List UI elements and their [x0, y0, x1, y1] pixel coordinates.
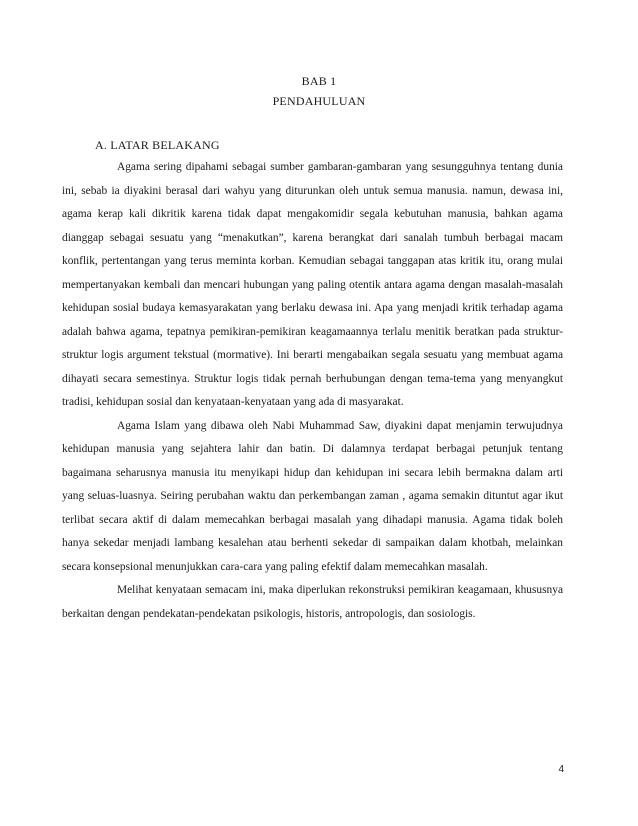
body-text — [62, 156, 563, 626]
paragraph-3: Melihat kenyataan semacam ini, maka diperlukan rekonstruksi pemikiran keagamaan, khususnya berkaitan dengan pendekatan-pendekatan psikologis, historis, antropologis, dan sosiologis. — [62, 584, 563, 620]
paragraph-1: Agama sering dipahami sebagai sumber gambaran-gambaran yang sesungguhnya tentang dunia ini, sebab ia diyakini berasal dari wahyu yang diturunkan oleh untuk semua manusia. namun, dewasa ini, agama kerap kali dikritik karena tidak dapat mengakomidir segala kebutuhan manusia, bahkan agama dianggap sebagai sesuatu yang “menakutkan”, karena berangkat dari sanalah tumbuh berbagai macam konflik, pertentangan yang terus meminta korban. Kemudian sebagai tanggapan atas kritik itu, orang mulai mempertanyakan kembali dan mencari hubungan yang paling otentik antara agama dengan masalah-masalah kehidupan sosial budaya kemasyarakatan yang berlaku dewasa ini. Apa yang menjadi kritik terhadap agama adalah bahwa agama, tepatnya pemikiran-pemikiran keagamaannya terlalu menitik beratkan pada struktur-struktur logis argument tekstual (mormative). Ini berarti mengabaikan segala sesuatu yang membuat agama dihayati secara semestinya. Struktur logis tidak pernah berhubungan dengan tema-tema yang menyangkut tradisi, kehidupan sosial dan kenyataan-kenyataan yang ada di masyarakat. — [62, 161, 563, 408]
chapter-title: PENDAHULUAN — [272, 94, 366, 108]
chapter-label: BAB 1 — [301, 74, 337, 88]
page-number: 4 — [558, 764, 564, 775]
paragraph-2: Agama Islam yang dibawa oleh Nabi Muhammad Saw, diyakini dapat menjamin terwujudnya kehidupan manusia yang sejahtera lahir dan batin. Di dalamnya terdapat berbagai petunjuk tentang bagaimana seharusnya manusia itu menyikapi hidup dan kehidupan ini secara lebih bermakna dalam arti yang seluas-luasnya. Seiring perubahan waktu dan perkembangan zaman , agama semakin dituntut agar ikut terlibat secara aktif di dalam memecahkan berbagai masalah yang dihadapi manusia. Agama tidak boleh hanya sekedar menjadi lambang kesalehan atau berhenti sekedar di sampaikan dalam khotbah, melainkan secara konsepsional menunjukkan cara-cara yang paling efektif dalam memecahkan masalah. — [62, 419, 563, 573]
section-heading: A. LATAR BELAKANG — [95, 138, 220, 152]
